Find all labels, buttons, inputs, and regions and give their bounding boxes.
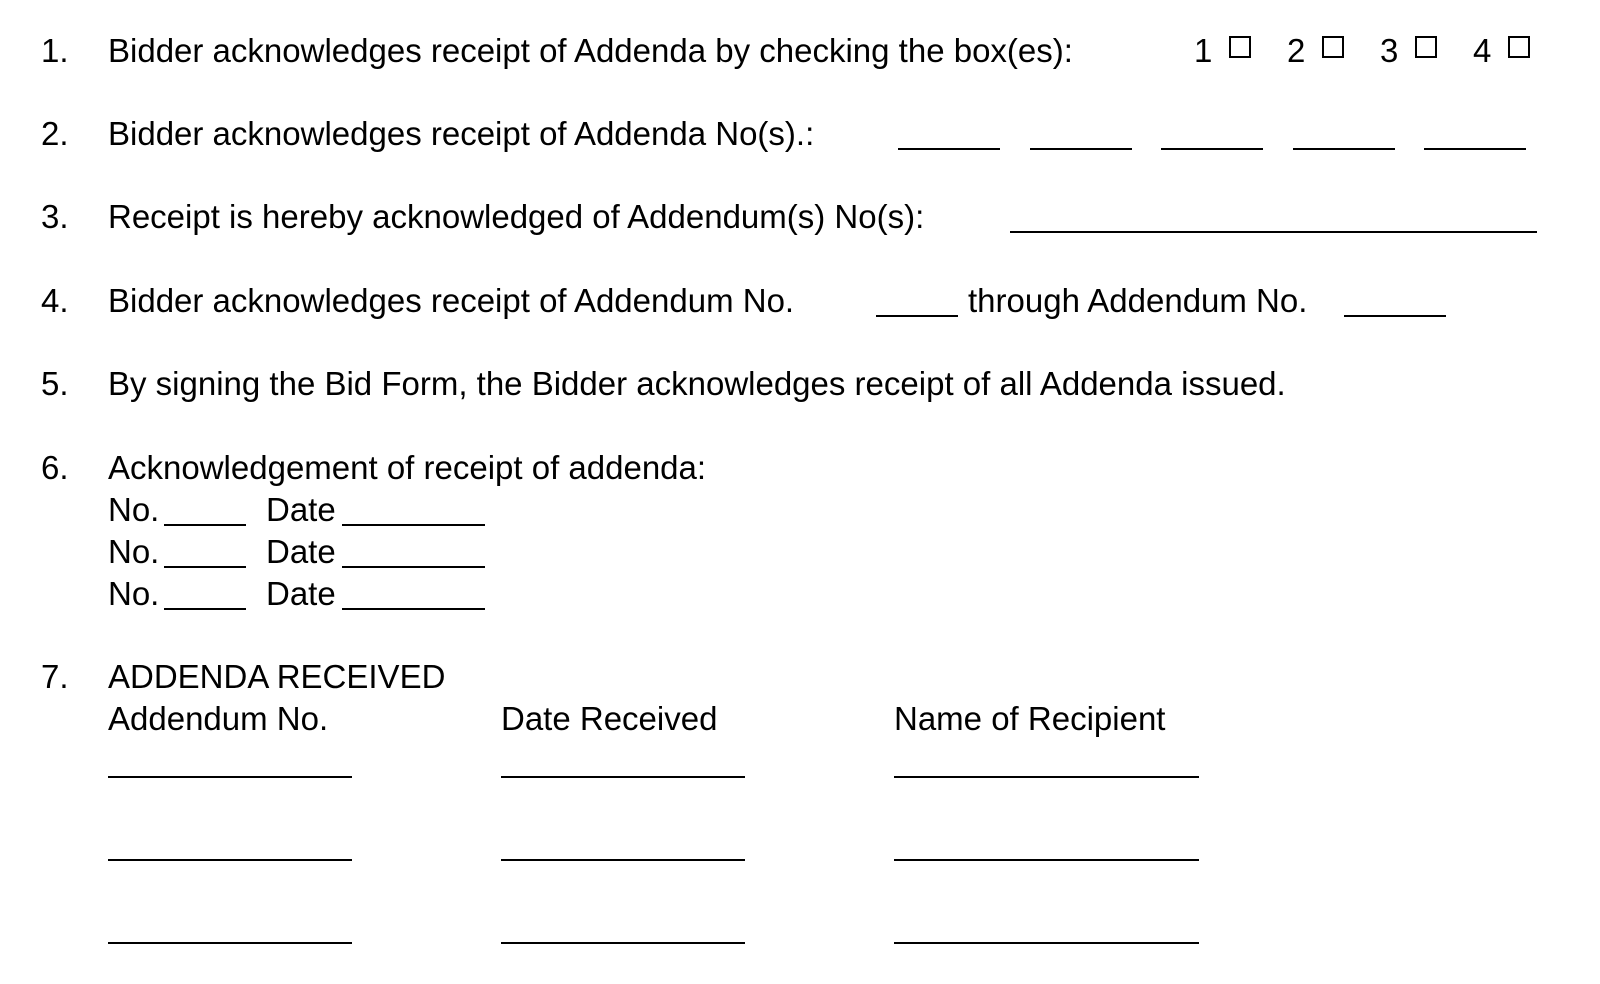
received-row-3-date-blank[interactable] [501,942,745,944]
ack-row-2-date-blank[interactable] [342,566,485,568]
ack-row-1-date-blank[interactable] [342,524,485,526]
ack-row-2-no-blank[interactable] [164,566,246,568]
ack-row-3-no-blank[interactable] [164,608,246,610]
addenda-no-blank-3[interactable] [1161,148,1263,150]
column-header-date-received: Date Received [501,700,718,737]
addenda-no-blank-5[interactable] [1424,148,1526,150]
addendum-nos-blank[interactable] [1010,231,1537,233]
item-7-number: 7. [41,658,69,695]
ack-row-1-no-label: No. [108,491,160,528]
received-row-3-addendum-blank[interactable] [108,942,352,944]
item-5-number: 5. [41,365,69,402]
ack-row-3-date-blank[interactable] [342,608,485,610]
received-row-1-date-blank[interactable] [501,776,745,778]
item-5-text: By signing the Bid Form, the Bidder acknowledges receipt of all Addenda issued. [108,365,1286,402]
received-row-3-recipient-blank[interactable] [894,942,1199,944]
addendum-2-checkbox[interactable] [1322,36,1344,58]
ack-row-1-date-label: Date [266,491,336,528]
addendum-1-checkbox[interactable] [1229,36,1251,58]
checkbox-2-label: 2 [1287,32,1306,69]
addenda-no-blank-1[interactable] [898,148,1000,150]
item-7-heading: ADDENDA RECEIVED [108,658,446,695]
item-4-text-before: Bidder acknowledges receipt of Addendum No. [108,282,795,319]
ack-row-3-date-label: Date [266,575,336,612]
item-1-number: 1. [41,32,69,69]
ack-row-2-no-label: No. [108,533,160,570]
checkbox-1-label: 1 [1194,32,1213,69]
item-6-text: Acknowledgement of receipt of addenda: [108,449,707,486]
item-1-text: Bidder acknowledges receipt of Addenda by checking the box(es): [108,32,1073,69]
addendum-3-checkbox[interactable] [1415,36,1437,58]
ack-row-2-date-label: Date [266,533,336,570]
column-header-addendum-no: Addendum No. [108,700,329,737]
received-row-1-recipient-blank[interactable] [894,776,1199,778]
item-2-number: 2. [41,115,69,152]
addendum-4-checkbox[interactable] [1508,36,1530,58]
checkbox-4-label: 4 [1473,32,1492,69]
item-3-number: 3. [41,198,69,235]
received-row-2-addendum-blank[interactable] [108,859,352,861]
ack-row-3-no-label: No. [108,575,160,612]
received-row-1-addendum-blank[interactable] [108,776,352,778]
item-4-text-middle: through Addendum No. [968,282,1308,319]
ack-row-1-no-blank[interactable] [164,524,246,526]
received-row-2-date-blank[interactable] [501,859,745,861]
item-4-number: 4. [41,282,69,319]
addendum-to-blank[interactable] [1344,315,1446,317]
received-row-2-recipient-blank[interactable] [894,859,1199,861]
item-2-text: Bidder acknowledges receipt of Addenda No(s).: [108,115,815,152]
checkbox-3-label: 3 [1380,32,1399,69]
addenda-no-blank-4[interactable] [1293,148,1395,150]
addenda-no-blank-2[interactable] [1030,148,1132,150]
addendum-from-blank[interactable] [876,315,958,317]
column-header-recipient: Name of Recipient [894,700,1166,737]
item-3-text: Receipt is hereby acknowledged of Addendum(s) No(s): [108,198,925,235]
item-6-number: 6. [41,449,69,486]
